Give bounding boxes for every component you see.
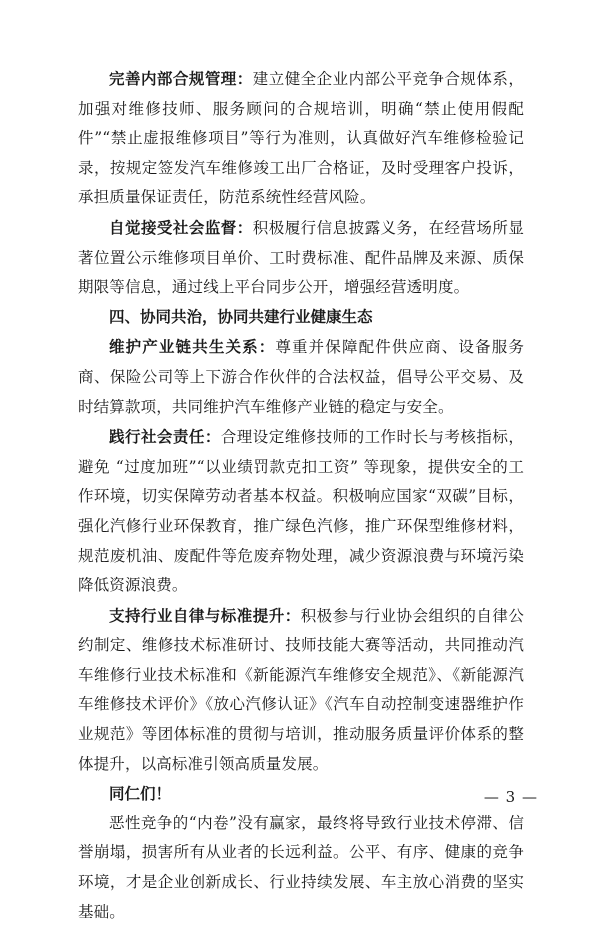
paragraph-body: 积极履行信息披露义务，在经营场所显著位置公示维修项目单价、工时费标准、配件品牌及来源、质保期限等信息，通过线上平台同步公开，增强经营透明度。 [78, 218, 524, 297]
paragraph-body: 建立健全企业内部公平竞争合规体系，加强对维修技师、服务顾问的合规培训，明确“禁止使用假配件”“禁止虚报维修项目”等行为准则，认真做好汽车维修检验记录，按规定签发汽车维修竣工出厂合格证，及时受理客户投诉，承担质量保证责任，防范系统性经营风险。 [78, 70, 524, 207]
section-heading-4: 四、协同共治，协同共建行业健康生态 [109, 307, 373, 326]
paragraph-social-supervision [78, 213, 524, 303]
paragraph-body: 合理设定维修技师的工作时长与考核指标，避免 “过度加班”“以业绩罚款克扣工资” 等现象，提供安全的工作环境，切实保障劳动者基本权益。积极响应国家“双碳”目标，强化汽修行业环保教育，推广绿色汽修，推广环保型维修材料，规范废机油、废配件等危废弃物处理，减少资源浪费与环境污染降低资源浪费。 [78, 428, 524, 595]
paragraph-body: 积极参与行业协会组织的自律公约制定、维修技术标准研讨、技师技能大赛等活动，共同推动汽车维修行业技术标准和《新能源汽车维修安全规范》、《新能源汽车维修技术评价》《放心汽修认证》《汽车自动控制变速器维护作业规范》等团体标准的贯彻与培训，推动服务质量评价体系的整体提升，以高标准引领高质量发展。 [78, 606, 524, 773]
page-number: — 3 — [483, 788, 538, 806]
paragraph-internal-compliance [78, 64, 524, 213]
paragraph-lead: 维护产业链共生关系： [109, 337, 276, 357]
paragraph-self-discipline [78, 601, 524, 780]
paragraph-lead: 自觉接受社会监督： [109, 217, 253, 237]
paragraph-lead: 完善内部合规管理： [109, 69, 253, 88]
paragraph-industry-chain [78, 332, 524, 422]
greeting-line: 同仁们！ [109, 784, 172, 804]
paragraph-body: 恶性竞争的“内卷”没有赢家，最终将导致行业技术停滞、信誉崩塌，损害所有从业者的长远利益。公平、有序、健康的竞争环境，才是企业创新成长、行业持续发展、车主放心消费的坚实基础。 [78, 813, 524, 921]
paragraph-lead: 践行社会责任： [109, 427, 221, 447]
paragraph-social-responsibility [78, 422, 524, 601]
document-page [78, 64, 524, 927]
paragraph-closing [78, 809, 524, 927]
paragraph-body: 尊重并保障配件供应商、设备服务商、保险公司等上下游合作伙伴的合法权益，倡导公平交易、及时结算款项，共同维护汽车维修产业链的稳定与安全。 [78, 338, 524, 416]
paragraph-lead: 支持行业自律与标准提升： [109, 605, 301, 625]
